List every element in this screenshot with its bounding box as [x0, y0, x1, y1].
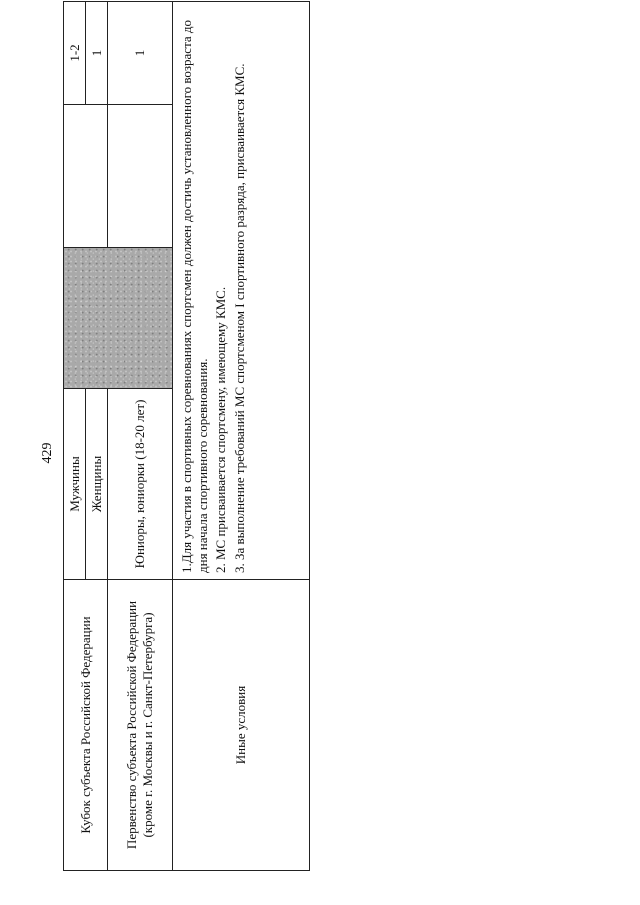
notes-cell — [173, 2, 310, 580]
women-place-cell: 1 — [86, 2, 108, 105]
note-item: 1.Для участия в спортивных соревнованиях спортсмен должен достичь установленного возраста до дня начала спортивного соревнования. — [179, 19, 210, 573]
championship-label-cell: Первенство субъекта Российской Федерации (кроме г. Москвы и г. Санкт-Петербурга) — [108, 580, 173, 871]
note-item: 3. За выполнение требований МС спортсменом I спортивного разряда, присваивается КМС. — [231, 63, 247, 573]
table-row-championship — [108, 2, 173, 871]
men-label-cell: Мужчины — [64, 389, 86, 580]
blank-cell-mid — [108, 105, 173, 248]
cup-label-cell: Кубок субъекта Российской Федерации — [64, 580, 108, 871]
rotated-page — [63, 19, 291, 871]
note-item: 2. МС присваивается спортсмену, имеющему КМС. — [213, 286, 229, 573]
blank-cell-top — [64, 105, 108, 248]
age-group-cell: Юниоры, юниорки (18-20 лет) — [108, 389, 173, 580]
table-row-cup-men — [64, 2, 86, 871]
rank-requirements-table — [63, 1, 310, 871]
shaded-cell — [64, 248, 173, 389]
men-place-cell: 1-2 — [64, 2, 86, 105]
table-row-other-conditions — [173, 2, 310, 871]
other-conditions-label-cell: Иные условия — [173, 580, 310, 871]
page-number: 429 — [40, 442, 55, 464]
championship-place-cell: 1 — [108, 2, 173, 105]
women-label-cell: Женщины — [86, 389, 108, 580]
